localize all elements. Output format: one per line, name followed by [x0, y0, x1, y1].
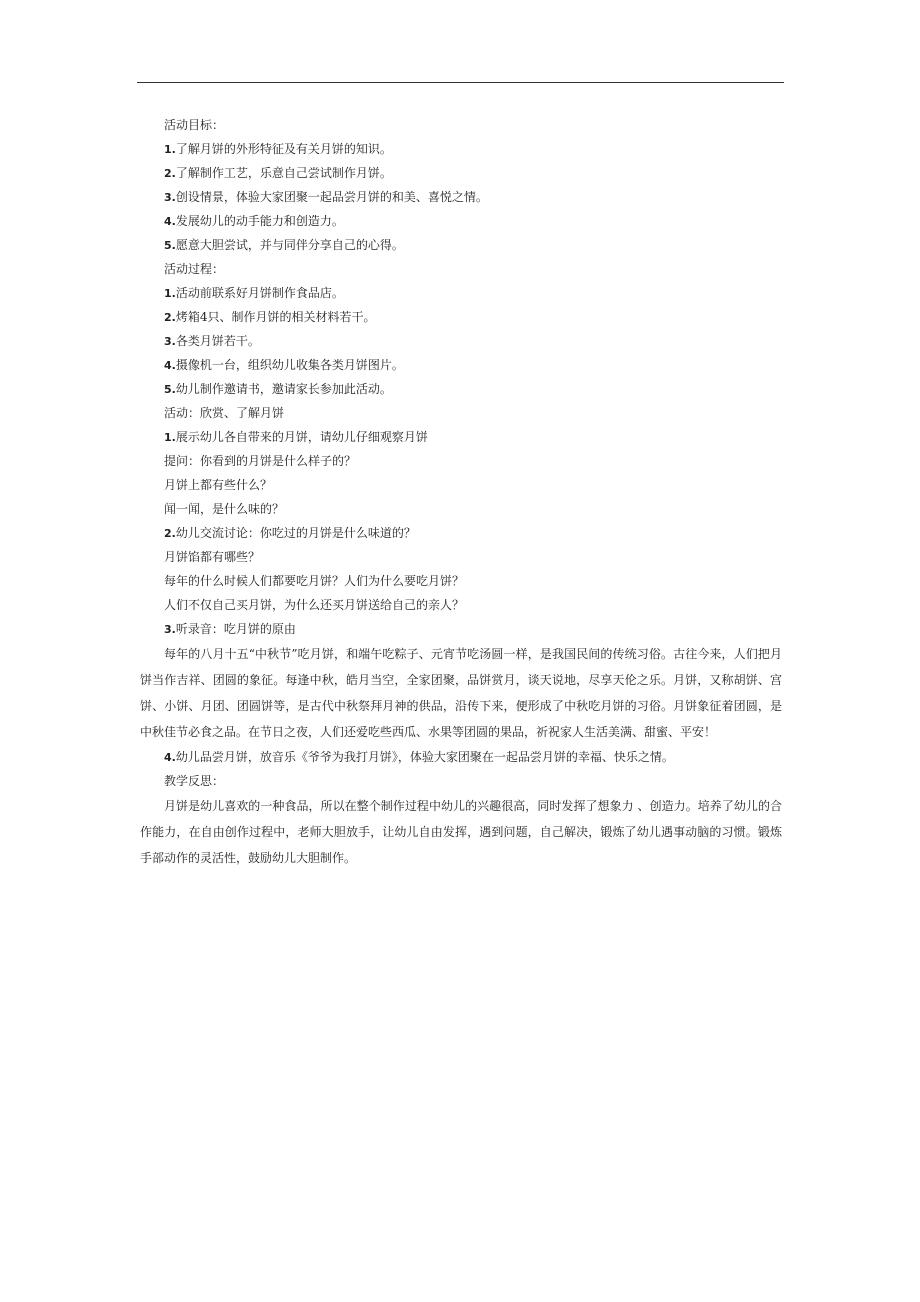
list-number: 3.: [164, 335, 176, 348]
line-text: 听录音：吃月饼的原由: [175, 622, 296, 636]
line-text: 活动过程：: [164, 262, 225, 276]
list-number: 2.: [164, 167, 176, 180]
header-rule: [137, 82, 784, 83]
question-line: [140, 449, 782, 473]
goal-item: [140, 137, 782, 161]
list-number: 2.: [164, 311, 176, 324]
list-number: 4.: [164, 751, 176, 764]
process-item: [140, 377, 782, 401]
question-line: [140, 473, 782, 497]
line-text: 愿意大胆尝试，并与同伴分享自己的心得。: [175, 238, 404, 252]
list-number: 2.: [164, 527, 176, 540]
list-number: 5.: [164, 383, 176, 396]
goal-item: [140, 209, 782, 233]
line-text: 摄像机一台，组织幼儿收集各类月饼图片。: [175, 358, 404, 372]
activity-item: [140, 521, 782, 545]
question-line: [140, 593, 782, 617]
line-text: 了解月饼的外形特征及有关月饼的知识。: [175, 142, 392, 156]
line-text: 幼儿制作邀请书，邀请家长参加此活动。: [175, 382, 392, 396]
line-text: 提问：你看到的月饼是什么样子的？: [164, 454, 357, 468]
line-text: 展示幼儿各自带来的月饼，请幼儿仔细观察月饼: [175, 430, 428, 444]
activity-item: [140, 617, 782, 641]
question-line: [140, 545, 782, 569]
section-heading-goals: [140, 113, 782, 137]
line-text: 各类月饼若干。: [175, 334, 260, 348]
line-text: 每年的什么时候人们都要吃月饼？人们为什么要吃月饼？: [164, 574, 465, 588]
list-number: 3.: [164, 191, 176, 204]
story-paragraph: 每年的八月十五“中秋节”吃月饼，和端午吃粽子、元宵节吃汤圆一样，是我国民间的传统习俗。古往今来，人们把月饼当作吉祥、团圆的象征。每逢中秋，皓月当空，全家团聚，品饼赏月，谈天说地，尽享天伦之乐。月饼，又称胡饼、宫饼、小饼、月团、团圆饼等，是古代中秋祭拜月神的供品，沿传下来，便形成了中秋吃月饼的习俗。月饼象征着团圆，是中秋佳节必食之品。在节日之夜，人们还爱吃些西瓜、水果等团圆的果品，祈祝家人生活美满、甜蜜、平安！: [140, 647, 782, 739]
list-number: 1.: [164, 143, 176, 156]
line-text: 创设情景，体验大家团聚一起品尝月饼的和美、喜悦之情。: [175, 190, 488, 204]
line-text: 幼儿品尝月饼，放音乐《爷爷为我打月饼》，体验大家团聚在一起品尝月饼的幸福、快乐之情。: [175, 750, 674, 764]
document-body: [140, 113, 782, 871]
line-text: 闻一闻，是什么味的？: [164, 502, 285, 516]
line-text: 月饼馅都有哪些？: [164, 550, 261, 564]
line-text: 月饼上都有些什么？: [164, 478, 273, 492]
section-heading-process: [140, 257, 782, 281]
section-heading-activity: [140, 401, 782, 425]
list-number: 4.: [164, 215, 176, 228]
process-item: [140, 353, 782, 377]
reflection-paragraph: 月饼是幼儿喜欢的一种食品，所以在整个制作过程中幼儿的兴趣很高，同时发挥了想象力 、创造力。培养了幼儿的合作能力，在自由创作过程中，老师大胆放手，让幼儿自由发挥，遇到问题，自己解决，锻炼了幼儿遇事动脑的习惯。锻炼手部动作的灵活性，鼓励幼儿大胆制作。: [140, 799, 782, 865]
line-text: 活动前联系好月饼制作食品店。: [175, 286, 344, 300]
line-text: 发展幼儿的动手能力和创造力。: [175, 214, 344, 228]
activity-item-tasting: [140, 745, 782, 769]
goal-item: [140, 185, 782, 209]
line-text: 了解制作工艺，乐意自己尝试制作月饼。: [175, 166, 392, 180]
line-text: 烤箱4只、制作月饼的相关材料若干。: [175, 310, 376, 324]
line-text: 活动目标：: [164, 118, 225, 132]
list-number: 4.: [164, 359, 176, 372]
process-item: [140, 305, 782, 329]
list-number: 5.: [164, 239, 176, 252]
process-item: [140, 329, 782, 353]
line-text: 活动：欣赏、了解月饼: [164, 406, 285, 420]
goal-item: [140, 233, 782, 257]
section-heading-reflection: 教学反思：: [164, 774, 225, 788]
question-line: [140, 569, 782, 593]
process-item: [140, 281, 782, 305]
line-text: 幼儿交流讨论：你吃过的月饼是什么味道的？: [175, 526, 416, 540]
line-text: 人们不仅自己买月饼，为什么还买月饼送给自己的亲人？: [164, 598, 465, 612]
activity-item: [140, 425, 782, 449]
goal-item: [140, 161, 782, 185]
list-number: 1.: [164, 431, 176, 444]
list-number: 1.: [164, 287, 176, 300]
question-line: [140, 497, 782, 521]
list-number: 3.: [164, 623, 176, 636]
